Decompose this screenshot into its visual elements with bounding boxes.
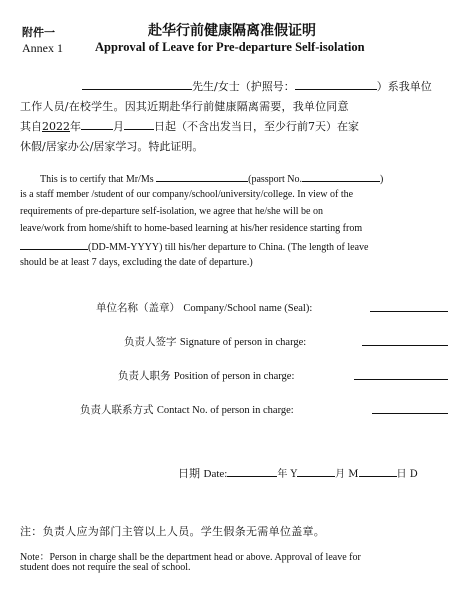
field-position-label-zh: 负责人职务 (118, 370, 171, 382)
date-label-zh: 日期 (178, 467, 200, 480)
en-line1-text: This is to certify that Mr/Ms (40, 174, 154, 185)
en-line1-close: ) (380, 174, 384, 185)
field-company-seal (96, 300, 312, 315)
en-name-blank[interactable] (156, 172, 248, 182)
date-label-en: Date: (203, 468, 228, 480)
name-blank[interactable] (82, 78, 192, 90)
zh-line3-start: 其自 (20, 120, 42, 133)
date-month-unit: 月 M (335, 469, 359, 480)
field-contact-label-zh: 负责人联系方式 (80, 404, 154, 416)
field-contact (80, 402, 294, 417)
field-company-label-en: Company/School name (Seal): (183, 303, 313, 314)
date-year-unit: 年 Y (277, 469, 298, 480)
annex-label-zh: 附件一 (22, 26, 55, 39)
note-en-line1: Note：Person in charge shall be the department head or above. Approval of leave for (20, 552, 361, 563)
note-zh: 注：负责人应为部门主管以上人员。学生假条无需单位盖章。 (20, 525, 326, 538)
document-title-en: Approval of Leave for Pre-departure Self-isolation (95, 40, 365, 54)
zh-year-unit: 年 (70, 120, 81, 133)
zh-day-blank[interactable] (124, 118, 154, 130)
position-blank[interactable] (354, 368, 448, 380)
zh-line3-tail: 日起（不含出发当日，至少行前7天）在家 (154, 120, 359, 133)
note-en-line2: student does not require the seal of school. (20, 562, 191, 573)
zh-month-blank[interactable] (81, 118, 113, 130)
en-passport-blank[interactable] (302, 172, 380, 182)
date-year-blank[interactable] (227, 465, 277, 477)
annex-label-en: Annex 1 (22, 41, 63, 55)
document-title-zh: 赴华行前健康隔离准假证明 (148, 23, 316, 39)
signature-blank[interactable] (362, 334, 448, 346)
field-position-label-en: Position of person in charge: (173, 371, 295, 382)
certificate-paragraph-en (20, 172, 456, 272)
en-line5-text: (DD-MM-YYYY) till his/her departure to China. (The length of leave (88, 242, 369, 253)
contact-blank[interactable] (372, 402, 448, 414)
en-line2: is a staff member /student of our company/school/university/college. In view of the (20, 189, 354, 200)
en-passport-label: (passport No. (248, 174, 302, 185)
company-seal-blank[interactable] (370, 300, 448, 312)
date-month-blank[interactable] (297, 465, 335, 477)
field-signature-label-zh: 负责人签字 (124, 336, 177, 348)
en-line4: leave/work from home/shift to home-based learning at his/her residence starting from (20, 223, 363, 234)
zh-line1-text: 先生/女士（护照号： (192, 80, 295, 93)
en-line6: should be at least 7 days, excluding the date of departure.) (20, 257, 253, 268)
certificate-paragraph-zh (20, 78, 456, 158)
date-day-blank[interactable] (359, 465, 397, 477)
field-signature-label-en: Signature of person in charge: (179, 337, 307, 348)
zh-line2: 工作人员/在校学生。因其近期赴华行前健康隔离需要，我单位同意 (20, 100, 349, 113)
date-line (178, 465, 418, 481)
field-signature (124, 334, 306, 349)
field-position (118, 368, 294, 383)
en-start-date-blank[interactable] (20, 240, 88, 250)
en-line3: requirements of pre-departure self-isolation, we agree that he/she will be on (20, 206, 323, 217)
zh-line1-tail: ）系我单位 (376, 80, 432, 93)
zh-line4: 休假/居家办公/居家学习。特此证明。 (20, 140, 204, 153)
field-contact-label-en: Contact No. of person in charge: (156, 405, 294, 416)
passport-blank[interactable] (295, 78, 377, 90)
zh-month-unit: 月 (113, 120, 124, 133)
field-company-label-zh: 单位名称（盖章） (96, 302, 180, 314)
date-day-unit: 日 D (396, 469, 418, 480)
zh-year-value: 2022 (42, 120, 70, 133)
